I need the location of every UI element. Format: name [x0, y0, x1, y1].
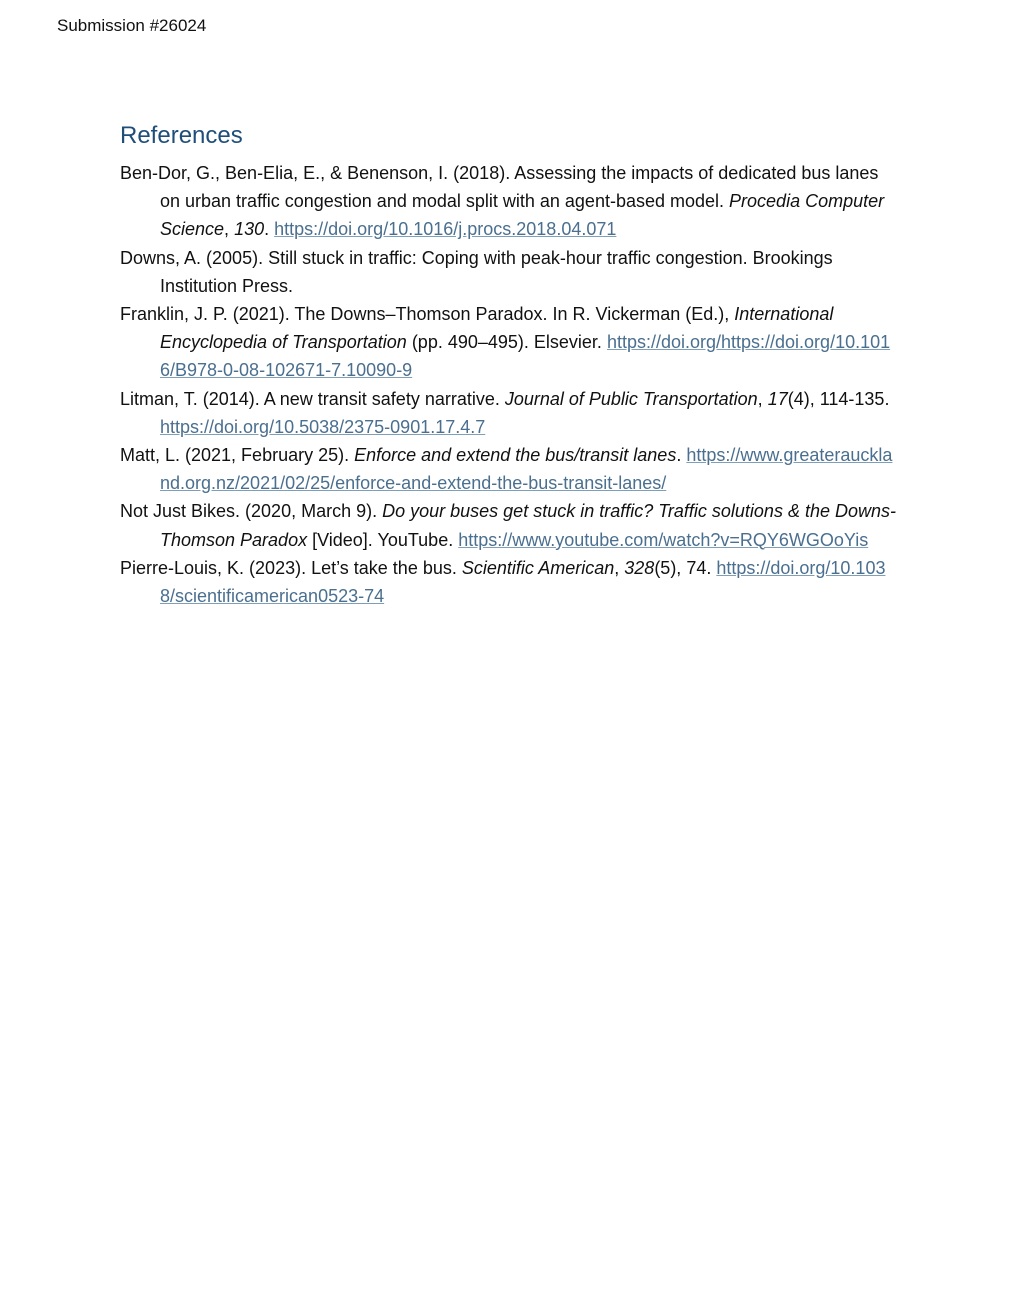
ref-journal: Scientific American: [461, 557, 615, 578]
ref-journal: Journal of Public Transportation: [504, 388, 758, 409]
ref-text: Matt, L. (2021, February 25).: [120, 445, 355, 466]
ref-text: ,: [757, 388, 768, 409]
reference-entry-not-just-bikes: [120, 497, 900, 553]
ref-text: ,: [224, 219, 235, 240]
ref-text: Pierre-Louis, K. (2023). Let’s take the bus.: [120, 557, 462, 578]
ref-text: [Video]. YouTube.: [307, 529, 459, 550]
ref-volume: 17: [767, 388, 788, 409]
ref-text: Not Just Bikes. (2020, March 9).: [120, 501, 383, 522]
reference-entry-matt: [120, 441, 900, 497]
ref-text: (pp. 490–495). Elsevier.: [406, 332, 607, 353]
reference-entry-litman: [120, 385, 900, 441]
ref-text: .: [264, 219, 275, 240]
ref-article-title: Enforce and extend the bus/transit lanes: [354, 445, 677, 466]
submission-number: Submission #26024: [57, 16, 207, 35]
ref-text: Litman, T. (2014). A new transit safety narrative.: [120, 388, 505, 409]
ref-volume: 328: [624, 557, 655, 578]
references-heading: References: [120, 122, 243, 149]
reference-entry-pierre-louis: [120, 554, 900, 610]
ref-journal: Procedia Computer Science: [160, 191, 885, 240]
ref-text: Ben-Dor, G., Ben-Elia, E., & Benenson, I. (2018). Assessing the impacts of dedicated bus lanes on urban traffic congestion and modal split with an agent-based model.: [120, 163, 879, 212]
references-section: [120, 120, 900, 610]
ref-volume: 130: [234, 219, 265, 240]
ref-link[interactable]: https://doi.org/10.1016/j.procs.2018.04.071: [274, 219, 617, 240]
ref-link[interactable]: https://www.youtube.com/watch?v=RQY6WGOoYis: [458, 529, 869, 550]
ref-book-title: International Encyclopedia of Transportation: [160, 304, 834, 353]
ref-link[interactable]: https://doi.org/https://doi.org/10.1016/B978-0-08-102671-7.10090-9: [160, 332, 891, 381]
ref-text: Franklin, J. P. (2021). The Downs–Thomson Paradox. In R. Vickerman (Ed.),: [120, 304, 735, 325]
reference-entry-downs: [120, 244, 900, 300]
ref-text: .: [676, 445, 687, 466]
ref-link[interactable]: https://www.greaterauckland.org.nz/2021/02/25/enforce-and-extend-the-bus-transit-lanes/: [160, 445, 893, 494]
ref-video-title: Do your buses get stuck in traffic? Traffic solutions & the Downs-Thomson Paradox: [160, 501, 896, 550]
ref-text: ,: [614, 557, 625, 578]
reference-entry-franklin: [120, 300, 900, 385]
ref-link[interactable]: https://doi.org/10.1038/scientificamerican0523-74: [160, 557, 886, 607]
ref-text: Downs, A. (2005). Still stuck in traffic: Coping with peak-hour traffic congestion. Brookings Institution Press.: [120, 247, 833, 296]
ref-link[interactable]: https://doi.org/10.5038/2375-0901.17.4.7: [160, 416, 486, 437]
reference-entry-ben-dor: [120, 159, 900, 244]
ref-text: (4), 114-135.: [787, 388, 890, 409]
ref-text: (5), 74.: [654, 557, 717, 578]
